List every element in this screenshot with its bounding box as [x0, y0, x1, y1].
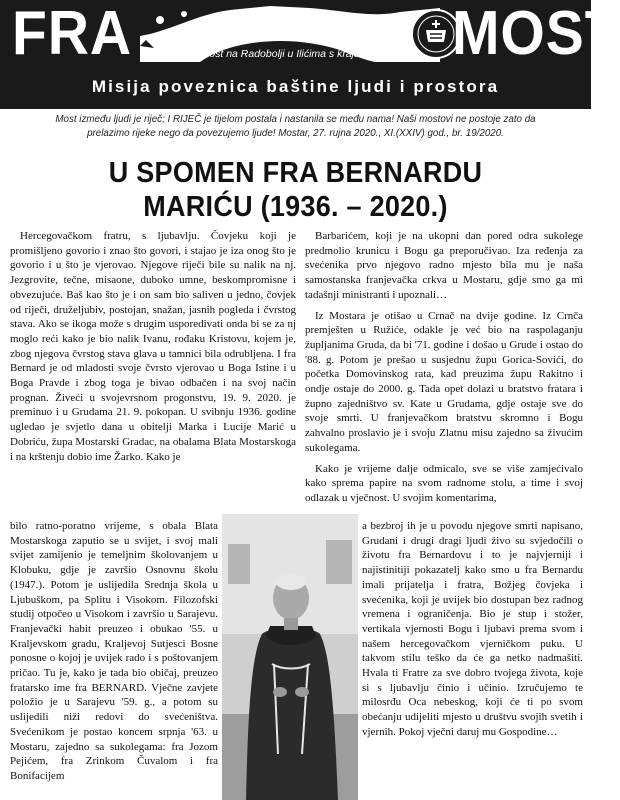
masthead-tagline: Kameni most na Radobolji u Ilićima s kraja 16. stoljeća	[162, 48, 416, 60]
paragraph: Hercegovačkom fratru, s ljubavlju. Čovjeku koji je promišljeno govorio i znao što govori, i stajao je iza onog što je govorio i u što je vjerovao. Njegove riječi bile su nalik na nj. Jezgrovite, tečne, misaone, duboko umne, beskompromisne i obvezujuće. Baš kao što je i on sam bio saliven u jedno, čovjek od riječi, druželjubiv, postojan, snažan, jasnih pogleda i čvrstog stava. Ako se ikoga može s drugim usporedivati onda bi se za nj moglo reći kako je bio nalik Ivanu, rođaku Kristovu, kojem je, zbog njegova čvrstog stava glava u tamnici bila odrubljena. I fra Bernard je od mladosti svoje čvrsto vjerovao u Boga Istine i u Boga Pravde i zbog toga je bivao odbačen i na svoj način prognan. Živeći u svojevrsnom progonstvu, 19. 9. 2020. je preminuo i u Grudama 21. 9. pokopan. U svibnju 1936. godine ugledao je svjetlo dana u obitelji Marka i Lucije Marić u Dobriću, župa Mostarski Gradac, na obalama Blata Mostarskoga i na krštenju dobio ime Žarko. Kako je	[10, 230, 296, 463]
masthead-title-right: MOST	[452, 0, 620, 68]
portrait-photo-image	[222, 514, 358, 800]
article-column-right	[305, 229, 583, 506]
paragraph: Barbarićem, koji je na ukopni dan pored odra sukolege predmolio krunicu i Bogu ga preporučivao. Iza ređenja za svećenika prvo njegovo radno mjesto bila mu je naša samostanska franjevačka crkva u Mostaru, gdje smo ga mi tadašnji ministranti i upoznali…	[305, 230, 583, 301]
article-column-left	[10, 229, 296, 464]
paragraph: Kako je vrijeme dalje odmicalo, sve se više zamjećivalo kako sprema papire na svom radnome stolu, a time i svoj odlazak u vječnost. U svojim komentarima,	[305, 462, 583, 504]
paragraph: a bezbroj ih je u povodu njegove smrti napisano, Grudani i drugi dragi ljudi živo su svjedočili o životu fra Bernardovu i to je najvjerniji i najistinitiji pokazatelj kako smo u fra Bernardu imali prijatelja i fratra, Božjeg čovjeka i svećenika, koji je uvijek bio dostupan bez radnog vremena i ograničenja. Bio je stup i stožer, vertikala vjernosti Bogu i ljubavi prema svom i našem hercegovačkom vjerničkom puku. U takvom stilu teško da će ga netko nadmašiti. Hvala ti Fratre za sve dobro tvojega života, koje si s ljubavlju činio i učinio. Izručujemo te milosrđu Oca nebeskog, koji će ti po svom obećanju udijeliti mjesto u društvu svojih svetih i vjernih. Pokoj vječni daruj mu Gospodine…	[362, 520, 583, 738]
masthead-title-left: FRA	[12, 0, 132, 68]
issue-intro: Most između ljudi je riječ; I RIJEČ je tijelom postala i nastanila se među nama! Naši mostovi ne postoje zato da prelazimo rijeke nego da povezujemo ljude! Mostar, 27. rujna 2020., XI.(XXIV) god., br. 19/2020.	[55, 114, 536, 139]
portrait-photo	[222, 514, 358, 800]
article-headline: U SPOMEN FRA BERNARDU MARIĆU (1936. – 2020.)	[108, 157, 483, 223]
article-column-bottom-left	[10, 519, 218, 784]
paragraph: bilo ratno-poratno vrijeme, s obala Blata Mostarskoga zaputio se u svijet, i svoj mali svijet zamijenio je temeljnim školovanjem u Klobuku, gdje je završio Osnovnu školu (1947.). Potom je uslijedila Srednja škola u Ljubuškom, pa Splitu i Visokom. Filozofski studij otpočeo u Visokom i završio u Sarajevu. Franjevački habit preuzeo i obukao '55. u Kraljevskom gradu, Kraljevoj Sutjesci Bosne ponosne o kojoj je uvijek rado i s poštovanjem pričao. Tu je, kako je tada bio običaj, preuzeo fratarsko ime fra BERNARD. Vječne zavjete položio je u Sarajevu '59. g., a potom su uslijedili niži redovi do svećeništva. Svećenikom je postao koncem srpnja '63. u Mostaru, zajedno sa sukolegama: fra Jozom Pejićem, fra Zrinkom Čuvalom i fra Bonifacijem	[10, 520, 218, 782]
masthead	[0, 0, 620, 109]
masthead-mission: Misija poveznica baštine ljudi i prostora	[91, 77, 500, 96]
article-column-bottom-right	[362, 519, 583, 740]
paragraph: Iz Mostara je otišao u Crnač na dvije godine. Iz Crnča premješten u Ružiće, odakle je već bio na raspolaganju župljanima Gruda, da bi '71. godine i došao u Grude i ostao do '88. g. Potom je prešao u susjednu župu Gorica-Sovići, do početka Domovinskog rata, kad preuzima župu Rakitno i ondje ostaje do 2000. g. Tada opet dolazi u bratstvo fratara i župno zajedništvo sv. Kate u Grudama, gdje ostaje sve do svoje smrti. U franjevačkom bratstvu skromno i Bogu zahvalno proslavio je i svoju Zlatnu misu zajedno sa živućim sukolegama.	[305, 309, 583, 454]
